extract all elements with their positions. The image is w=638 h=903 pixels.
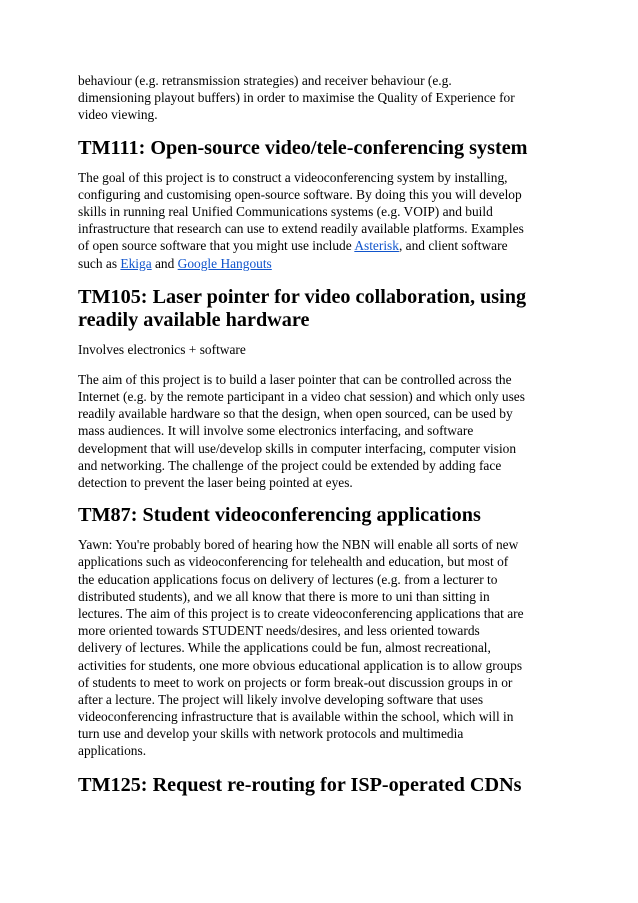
tm111-paragraph: [78, 169, 568, 272]
text-line: more oriented towards STUDENT needs/desires, and less oriented towards: [78, 623, 480, 639]
text-line: The goal of this project is to construct a videoconferencing system by installing,: [78, 169, 508, 185]
text-line: skills in running real Unified Communications systems (e.g. VOIP) and build: [78, 203, 493, 219]
text-line: The aim of this project is to build a laser pointer that can be controlled across the: [78, 371, 512, 387]
text-line: infrastructure that research can use to extend readily available platforms. Examples: [78, 221, 524, 237]
text-line: activities for students, one more obvious educational application is to allow groups: [78, 657, 523, 673]
text-line: Internet (e.g. by the remote participant in a video chat session) and which only uses: [78, 389, 525, 405]
text-line: distributed students), and we all know that there is more to uni than sitting in: [78, 588, 490, 604]
text-line: applications such as videoconferencing for telehealth and education, but most of: [78, 554, 509, 570]
tm87-paragraph: [78, 536, 568, 759]
asterisk-link[interactable]: Asterisk: [354, 238, 399, 254]
text-line: readily available hardware so that the design, when open sourced, can be used by: [78, 406, 513, 422]
tm111-heading: TM111: Open-source video/tele-conferencing system: [78, 136, 528, 159]
text-fragment: such as: [78, 255, 121, 271]
heading-line: readily available hardware: [78, 308, 310, 331]
text-line: videoconferencing infrastructure that is available within the school, which will in: [78, 709, 514, 725]
text-fragment: and: [151, 255, 178, 271]
text-line: turn use and develop your skills with network protocols and multimedia: [78, 726, 464, 742]
text-line: dimensioning playout buffers) in order to maximise the Quality of Experience for: [78, 90, 515, 106]
text-line: [78, 255, 568, 272]
text-line: the education applications focus on delivery of lectures (e.g. from a lecturer to: [78, 571, 498, 587]
document-page: [78, 72, 568, 797]
text-line: mass audiences. It will involve some electronics interfacing, and software: [78, 423, 474, 439]
text-line: Involves electronics + software: [78, 341, 246, 357]
text-line: [78, 237, 568, 254]
text-line: of students to meet to work on projects or form break-out discussion groups in or: [78, 674, 513, 690]
text-fragment: of open source software that you might use include: [78, 238, 355, 254]
text-line: after a lecture. The project will likely involve developing software that uses: [78, 691, 484, 707]
text-line: configuring and customising open-source software. By doing this you will develop: [78, 186, 522, 202]
text-line: detection to prevent the laser being pointed at eyes.: [78, 475, 353, 490]
tm87-heading: TM87: Student videoconferencing applications: [78, 504, 481, 527]
ekiga-link[interactable]: Ekiga: [120, 255, 152, 271]
tm105-paragraph: [78, 371, 568, 491]
text-line: behaviour (e.g. retransmission strategies) and receiver behaviour (e.g.: [78, 73, 452, 88]
text-line: applications.: [78, 743, 147, 759]
text-line: Yawn: You're probably bored of hearing how the NBN will enable all sorts of new: [78, 537, 519, 553]
text-line: video viewing.: [78, 107, 158, 123]
intro-paragraph: [78, 72, 568, 124]
text-line: development that will use/develop skills in computer interfacing, computer vision: [78, 440, 517, 456]
text-line: lectures. The aim of this project is to create videoconferencing applications that are: [78, 605, 524, 621]
heading-line: TM105: Laser pointer for video collaboration, using: [78, 285, 527, 308]
text-line: delivery of lectures. While the applications could be fun, almost recreational,: [78, 640, 491, 656]
google-hangouts-link[interactable]: Google Hangouts: [177, 255, 272, 271]
tm105-subtitle: [78, 341, 568, 358]
text-line: and networking. The challenge of the project could be extended by adding face: [78, 457, 502, 473]
tm105-heading: [78, 286, 568, 332]
tm125-heading: TM125: Request re-routing for ISP-operated CDNs: [78, 773, 522, 796]
text-fragment: , and client software: [398, 238, 508, 254]
